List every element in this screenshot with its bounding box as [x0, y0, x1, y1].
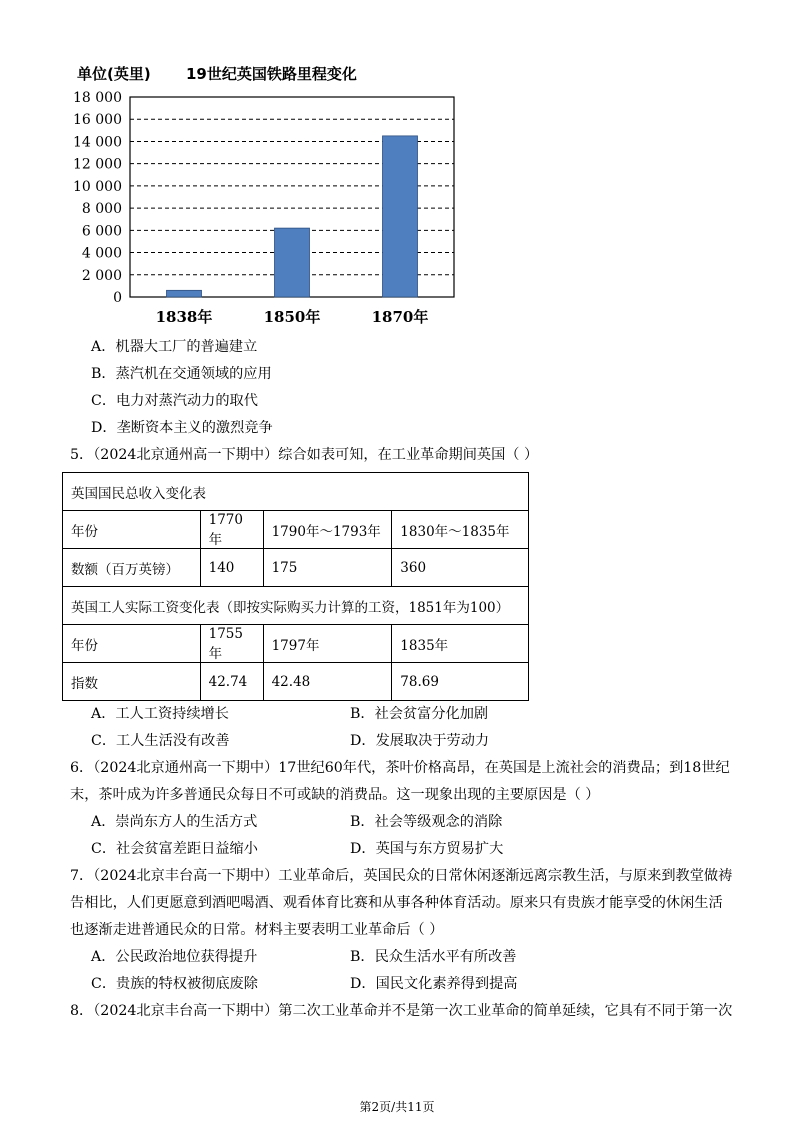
y-tick-label: 12 000: [73, 156, 122, 173]
q7-stem-line: 7．（2024北京丰台高一下期中）工业革命后，英国民众的日常休闲逐渐远离宗教生活，与原来到教堂做祷: [70, 868, 733, 884]
q7-stem-line: 也逐渐走进普通民众的日常。材料主要表明工业革命后（ ）: [70, 922, 444, 938]
chart-unit-label: 单位(英里): [77, 65, 151, 83]
bar-1838年: [167, 290, 202, 297]
y-tick-label: 8 000: [81, 201, 122, 218]
q6-option-d: D．英国与东方贸易扩大: [350, 841, 504, 857]
x-tick-label: 1870年: [371, 308, 429, 326]
q7-option-c: C．贵族的特权被彻底废除: [91, 976, 258, 992]
q7-option-b: B．民众生活水平有所改善: [350, 949, 517, 965]
y-tick-label: 14 000: [73, 134, 122, 151]
table-cell: 年份: [63, 625, 201, 663]
table-cell: 1797年: [263, 625, 392, 663]
bar-1850年: [275, 228, 310, 297]
q6-stem-line: 末，茶叶成为许多普通民众每日不可或缺的消费品。这一现象出现的主要原因是（ ）: [70, 787, 600, 803]
q5-stem: 5．（2024北京通州高一下期中）综合如表可知，在工业革命期间英国（ ）: [70, 447, 539, 463]
q4-option-c: C．电力对蒸汽动力的取代: [91, 393, 258, 409]
q5-option-c: C．工人生活没有改善: [91, 733, 230, 749]
table-cell: 1755年: [200, 625, 263, 663]
y-tick-label: 0: [113, 290, 122, 306]
y-tick-label: 10 000: [73, 178, 122, 195]
table-cell: 42.48: [263, 663, 392, 701]
q6-option-b: B．社会等级观念的消除: [350, 814, 503, 830]
table-cell: 78.69: [392, 663, 529, 701]
table-cell: 数额（百万英镑）: [63, 549, 201, 587]
chart-title: 19世纪英国铁路里程变化: [186, 65, 357, 83]
q5-option-b: B．社会贫富分化加剧: [350, 706, 489, 722]
y-tick-label: 2 000: [81, 267, 122, 284]
q7-option-d: D．国民文化素养得到提高: [350, 976, 518, 992]
table-cell: 1835年: [392, 625, 529, 663]
table-cell: 42.74: [200, 663, 263, 701]
q5-table: [62, 472, 529, 701]
q7-stem-line: 告相比，人们更愿意到酒吧喝酒、观看体育比赛和从事各种体育活动。原来只有贵族才能享受的休闲生活: [70, 895, 723, 911]
y-tick-label: 6 000: [81, 223, 122, 240]
table-cell: 1830年～1835年: [392, 511, 529, 549]
table-title-income: 英国国民总收入变化表: [63, 473, 529, 511]
railway-mileage-chart: [60, 60, 460, 330]
y-tick-label: 18 000: [73, 90, 122, 106]
y-tick-label: 16 000: [73, 112, 122, 129]
q6-option-c: C．社会贫富差距日益缩小: [91, 841, 258, 857]
q4-option-b: B．蒸汽机在交通领域的应用: [91, 366, 272, 382]
page-footer: 第2页/共11页: [359, 1100, 435, 1114]
table-cell: 指数: [63, 663, 201, 701]
bar-1870年: [383, 136, 418, 297]
q6-option-a: A．崇尚东方人的生活方式: [91, 814, 258, 830]
q4-option-a: A．机器大工厂的普遍建立: [91, 339, 258, 355]
q4-option-d: D．垄断资本主义的激烈竞争: [91, 420, 273, 436]
q5-option-d: D．发展取决于劳动力: [350, 733, 490, 749]
table-cell: 1770年: [200, 511, 263, 549]
x-tick-label: 1838年: [155, 308, 213, 326]
table-cell: 360: [392, 549, 529, 587]
x-tick-label: 1850年: [263, 308, 321, 326]
table-cell: 年份: [63, 511, 201, 549]
table-cell: 140: [200, 549, 263, 587]
q7-option-a: A．公民政治地位获得提升: [91, 949, 258, 965]
table-cell: 175: [263, 549, 392, 587]
q8-stem-line: 8．（2024北京丰台高一下期中）第二次工业革命并不是第一次工业革命的简单延续，它具有不同于第一次: [70, 1003, 733, 1019]
q6-stem-line: 6．（2024北京通州高一下期中）17世纪60年代，茶叶价格高昂，在英国是上流社会的消费品；到18世纪: [70, 760, 730, 776]
q5-option-a: A．工人工资持续增长: [91, 706, 229, 722]
table-title-wage: 英国工人实际工资变化表（即按实际购买力计算的工资，1851年为100）: [63, 587, 529, 625]
y-tick-label: 4 000: [81, 245, 122, 262]
table-cell: 1790年～1793年: [263, 511, 392, 549]
